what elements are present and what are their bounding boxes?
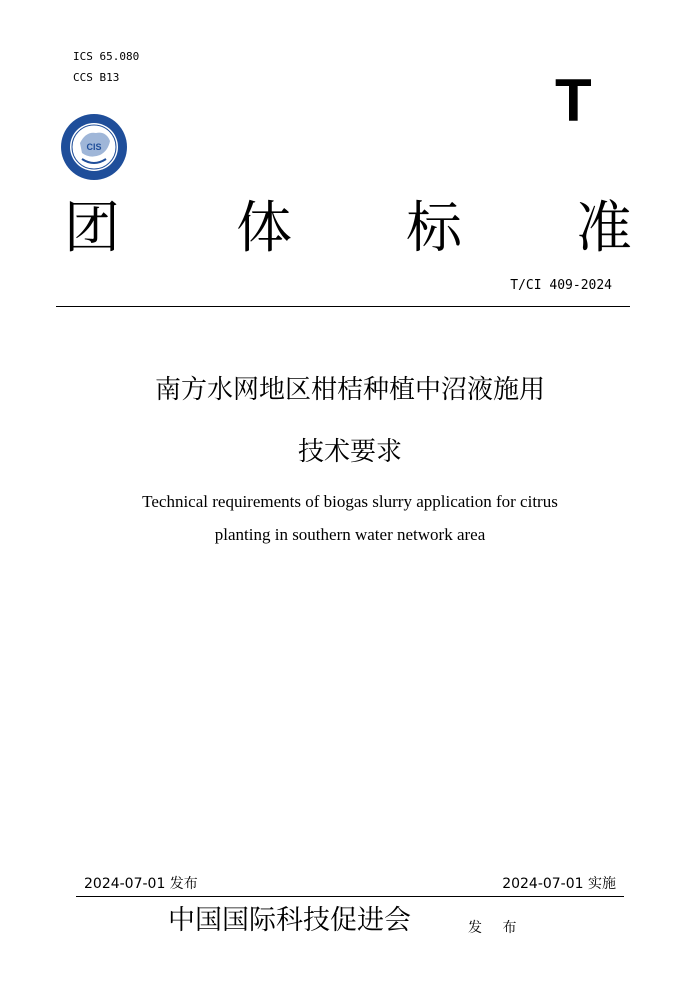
ccs-code: CCS B13 [73, 71, 120, 84]
publisher-action: 发 布 [468, 920, 525, 936]
implement-date: 2024-07-01 实施 [502, 876, 616, 892]
organization-seal-icon [60, 113, 128, 181]
title-cn-line2: 技术要求 [297, 437, 402, 467]
classification-codes [73, 46, 139, 88]
standard-type-char-1: 团 [64, 196, 120, 261]
standard-type-char-2: 体 [236, 196, 292, 261]
title-en-line1: Technical requirements of biogas slurry application for citrus [142, 492, 558, 511]
title-en [0, 485, 700, 551]
standard-type-char-4: 准 [576, 196, 632, 261]
standard-type-letter: T [555, 67, 592, 134]
title-en-line2: planting in southern water network area [214, 525, 486, 544]
header-divider [56, 306, 630, 307]
footer-divider [76, 896, 624, 897]
ics-code: ICS 65.080 [73, 50, 140, 63]
publish-date: 2024-07-01 发布 [84, 876, 198, 892]
title-cn-line1: 南方水网地区柑桔种植中沼液施用 [154, 375, 545, 405]
logo-text: CIS [86, 142, 102, 152]
standard-type-char-3: 标 [406, 196, 462, 261]
publisher-name: 中国国际科技促进会 [168, 905, 411, 936]
standard-number: T/CI 409-2024 [510, 278, 612, 293]
